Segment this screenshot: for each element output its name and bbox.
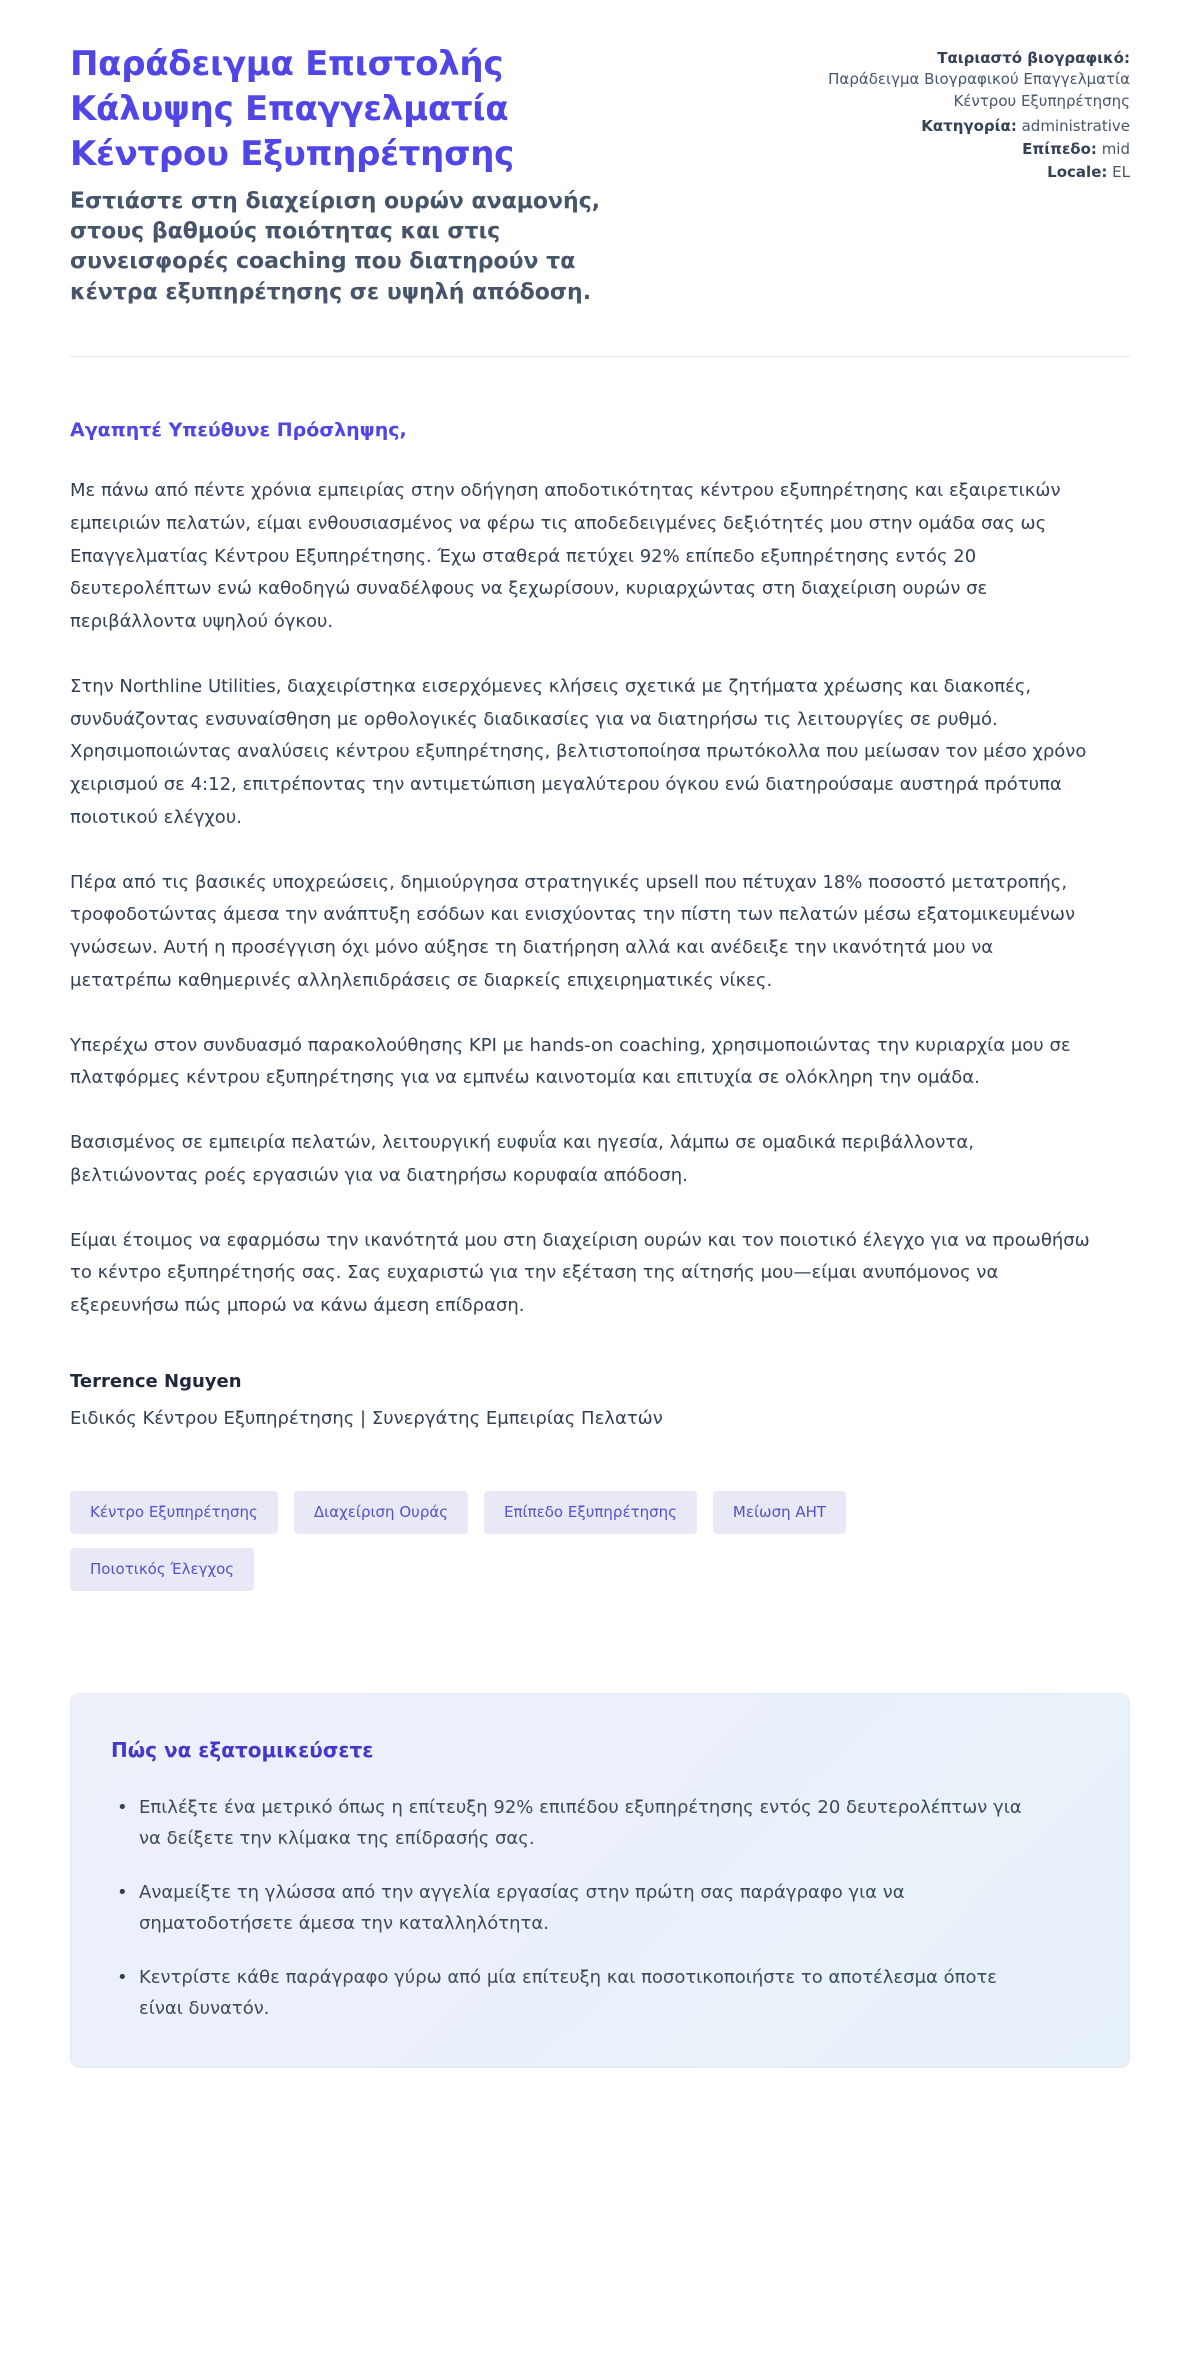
meta-level [820,139,1130,160]
meta-locale-value: EL [1112,163,1130,182]
page-title: Παράδειγμα Επιστολής Κάλυψης Επαγγελματία Κέντρου Εξυπηρέτησης [70,44,515,174]
keyword-tags [70,1491,970,1591]
letter-paragraph: Πέρα από τις βασικές υποχρεώσεις, δημιούργησα στρατηγικές upsell που πέτυχαν 18% ποσοστό μετατροπής, τροφοδοτώντας άμεσα την ανάπτυξη εσόδων και ενισχύοντας την πίστη των πελατών μέσω εξατομικευμένων γνώσεων. Αυτή η προσέγγιση όχι μόνο αύξησε τη διατήρηση αλλά και ανέδειξε την ικανότητά μου να μετατρέπω καθημερινές αλληλεπιδράσεις σε διαρκείς επιχειρηματικές νίκες. [70,871,1076,991]
meta-category [820,116,1130,137]
meta-locale [820,162,1130,183]
tag-chip[interactable]: Μείωση AHT [713,1491,846,1534]
meta-level-value: mid [1101,140,1130,159]
header-divider [70,356,1130,357]
meta-locale-label: Locale: [1047,163,1108,182]
tips-title: Πώς να εξατομικεύσετε [111,1737,374,1762]
signature-role: Ειδικός Κέντρου Εξυπηρέτησης | Συνεργάτης Εμπειρίας Πελατών [70,1407,663,1429]
personalize-tips-box [70,1693,1130,2068]
letter-paragraph: Στην Northline Utilities, διαχειρίστηκα εισερχόμενες κλήσεις σχετικά με ζητήματα χρέωσης και διακοπές, συνδυάζοντας ενσυναίσθηση με ορθολογικές διαδικασίες για να διατηρήσω τις λειτουργίες σε ρυθμό. Χρησιμοποιώντας αναλύσεις κέντρου εξυπηρέτησης, βελτιστοποίησα πρωτόκολλα που μείωσαν τον μέσο χρόνο χειρισμού σε 4:12, επιτρέποντας την αντιμετώπιση μεγαλύτερου όγκου ενώ διατηρούσαμε αυστηρά πρότυπα ποιοτικού ελέγχου. [70,675,1087,828]
letter-paragraph: Είμαι έτοιμος να εφαρμόσω την ικανότητά μου στη διαχείριση ουρών και τον ποιοτικό έλεγχο για να προωθήσω το κέντρο εξυπηρέτησής σας. Σας ευχαριστώ για την εξέταση της αίτησής μου—είμαι ανυπόμονος να εξερευνήσω πώς μπορώ να κάνω άμεση επίδραση. [70,1229,1090,1317]
letter-paragraph: Με πάνω από πέντε χρόνια εμπειρίας στην οδήγηση αποδοτικότητας κέντρου εξυπηρέτησης και εξαιρετικών εμπειριών πελατών, είμαι ενθουσιασμένος να φέρω τις αποδεδειγμένες δεξιότητές μου στην ομάδα σας ως Επαγγελματίας Κέντρου Εξυπηρέτησης. Έχω σταθερά πετύχει 92% επίπεδο εξυπηρέτησης εντός 20 δευτερολέπτων ενώ καθοδηγώ συναδέλφους να ξεχωρίσουν, κυριαρχώντας στη διαχείριση ουρών σε περιβάλλοντα υψηλού όγκου. [70,480,1061,633]
letter-paragraphs [70,475,1130,1323]
page-subtitle: Εστιάστε στη διαχείριση ουρών αναμονής, στους βαθμούς ποιότητας και στις συνεισφορές coaching που διατηρούν τα κέντρα εξυπηρέτησης σε υψηλή απόδοση. [70,188,601,305]
meta-category-label: Κατηγορία: [921,116,1017,135]
letter-paragraph: Υπερέχω στον συνδυασμό παρακολούθησης KPI με hands-on coaching, χρησιμοποιώντας την κυριαρχία μου σε πλατφόρμες κέντρου εξυπηρέτησης για να εμπνέω καινοτομία και επιτυχία σε ολόκληρη την ομάδα. [70,1034,1071,1089]
meta-matched-resume [820,48,1130,112]
meta-level-label: Επίπεδο: [1022,140,1097,159]
tip-item: • Κεντρίστε κάθε παράγραφο γύρω από μία επίτευξη και ποσοτικοποιήστε το αποτέλεσμα όποτε είναι δυνατόν. [111,1962,1031,2025]
tip-item: • Αναμείξτε τη γλώσσα από την αγγελία εργασίας στην πρώτη σας παράγραφο για να σηματοδοτήσετε άμεσα την καταλληλότητα. [111,1877,1031,1940]
meta-matched-resume-value: Παράδειγμα Βιογραφικού Επαγγελματία Κέντρου Εξυπηρέτησης [828,70,1130,110]
header-title-group [70,42,610,308]
tag-chip[interactable]: Επίπεδο Εξυπηρέτησης [484,1491,697,1534]
tip-item: • Επιλέξτε ένα μετρικό όπως η επίτευξη 92% επιπέδου εξυπηρέτησης εντός 20 δευτερολέπτων για να δείξετε την κλίμακα της επίδρασής σας. [111,1792,1031,1855]
letter-paragraph: Βασισμένος σε εμπειρία πελατών, λειτουργική ευφυΐα και ηγεσία, λάμπω σε ομαδικά περιβάλλοντα, βελτιώνοντας ροές εργασιών για να διατηρήσω κορυφαία απόδοση. [70,1132,974,1186]
tips-list [111,1792,1089,2025]
tag-chip[interactable]: Διαχείριση Ουράς [294,1491,468,1534]
meta-panel [820,42,1130,308]
meta-matched-resume-label: Ταιριαστό βιογραφικό: [937,49,1130,67]
page-header [70,42,1130,308]
signature-name: Terrence Nguyen [70,1370,242,1392]
letter-greeting: Αγαπητέ Υπεύθυνε Πρόσληψης, [70,419,407,442]
tag-chip[interactable]: Κέντρο Εξυπηρέτησης [70,1491,278,1534]
letter-body [70,419,1130,1429]
meta-category-value: administrative [1021,116,1130,135]
tag-chip[interactable]: Ποιοτικός Έλεγχος [70,1548,254,1591]
